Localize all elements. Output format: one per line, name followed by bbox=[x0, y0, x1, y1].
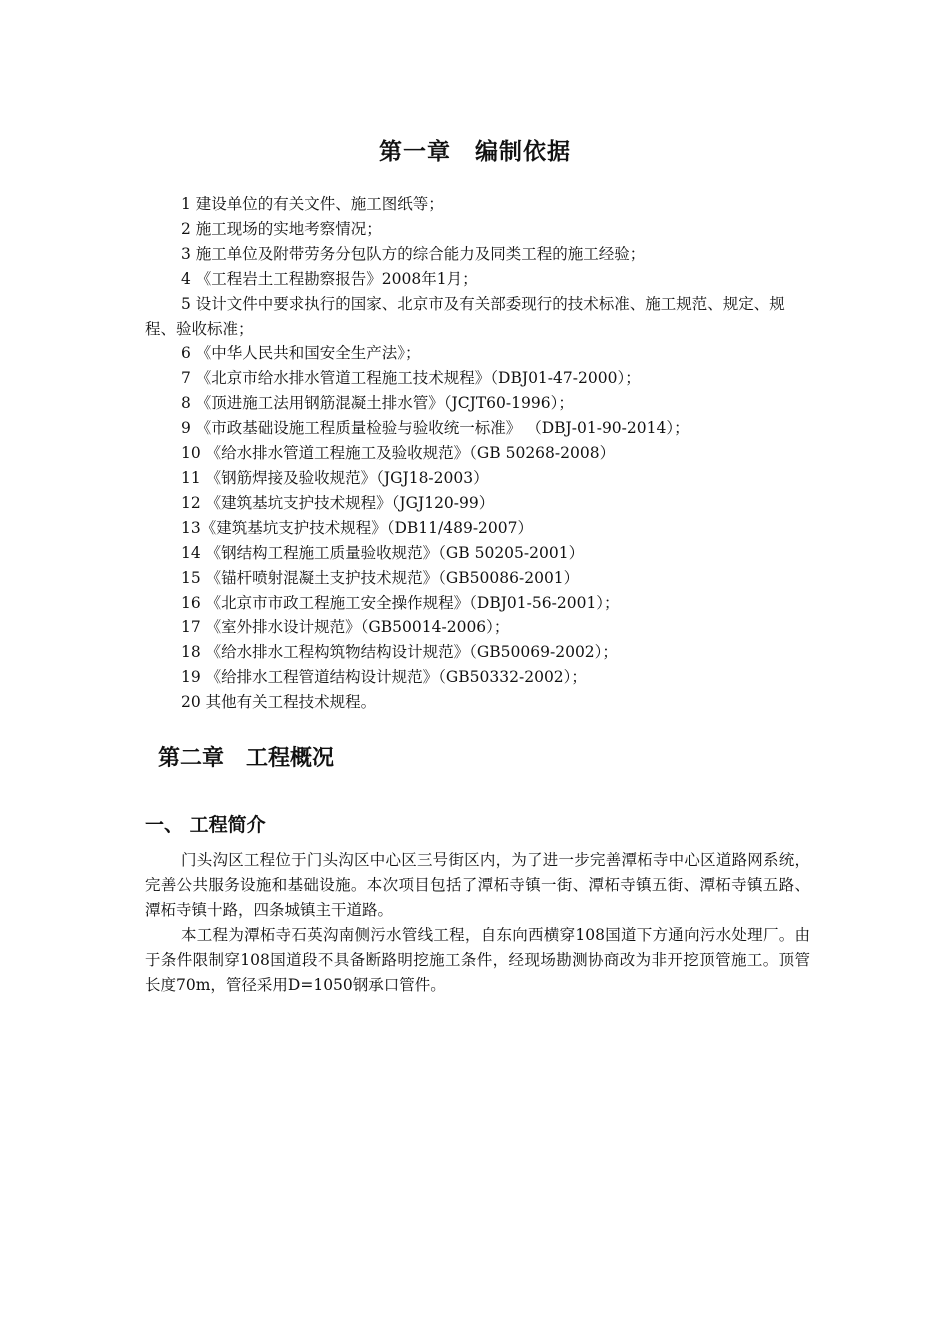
list-item: 13《建筑基坑支护技术规程》（DB11/489-2007） bbox=[181, 518, 534, 537]
overview-paragraph: 门头沟区工程位于门头沟区中心区三号街区内，为了进一步完善潭柘寺中心区道路网系统，完善公共服务设施和基础设施。本次项目包括了潭柘寺镇一街、潭柘寺镇五街、潭柘寺镇五路、潭柘寺镇十路，四条城镇主干道路。 bbox=[145, 851, 810, 919]
list-item: 18 《给水排水工程构筑物结构设计规范》（GB50069-2002）； bbox=[181, 643, 618, 662]
list-item: 5 设计文件中要求执行的国家、北京市及有关部委现行的技术标准、施工规范、规定、规程、验收标准； bbox=[145, 294, 785, 338]
list-item: 6 《中华人民共和国安全生产法》； bbox=[181, 344, 421, 363]
list-item: 2 施工现场的实地考察情况； bbox=[181, 219, 382, 238]
list-item: 9 《市政基础设施工程质量检验与验收统一标准》 （DBJ-01-90-2014）； bbox=[181, 419, 690, 438]
list-item: 4 《工程岩土工程勘察报告》2008年1月； bbox=[181, 269, 478, 288]
overview-paragraph: 本工程为潭柘寺石英沟南侧污水管线工程，自东向西横穿108国道下方通向污水处理厂。由于条件限制穿108国道段不具备断路明挖施工条件，经现场勘测协商改为非开挖顶管施工。顶管长度70m，管径采用D=1050钢承口管件。 bbox=[145, 925, 810, 994]
list-item: 17 《室外排水设计规范》（GB50014-2006）； bbox=[181, 618, 510, 637]
list-item: 8 《顶进施工法用钢筋混凝土排水管》（JCJT60-1996）； bbox=[181, 394, 574, 413]
list-item: 14 《钢结构工程施工质量验收规范》（GB 50205-2001） bbox=[181, 543, 585, 562]
list-item: 11 《钢筋焊接及验收规范》（JGJ18-2003） bbox=[181, 468, 489, 487]
list-item: 20 其他有关工程技术规程。 bbox=[181, 693, 377, 712]
list-item: 15 《锚杆喷射混凝土支护技术规范》（GB50086-2001） bbox=[181, 568, 580, 587]
list-item: 16 《北京市市政工程施工安全操作规程》（DBJ01-56-2001）； bbox=[181, 593, 620, 612]
list-item: 12 《建筑基坑支护技术规程》（JGJ120-99） bbox=[181, 493, 495, 512]
list-item: 3 施工单位及附带劳务分包队方的综合能力及同类工程的施工经验； bbox=[181, 244, 646, 263]
section1-title: 一、 工程简介 bbox=[145, 814, 266, 836]
list-item: 19 《给排水工程管道结构设计规范》（GB50332-2002）； bbox=[181, 668, 587, 687]
basis-list bbox=[145, 192, 810, 715]
project-overview bbox=[145, 848, 810, 997]
list-item: 10 《给水排水管道工程施工及验收规范》（GB 50268-2008） bbox=[181, 444, 616, 463]
chapter1-title: 第一章 编制依据 bbox=[379, 139, 571, 165]
list-item: 1 建设单位的有关文件、施工图纸等； bbox=[181, 195, 444, 213]
chapter2-title: 第二章 工程概况 bbox=[158, 746, 335, 771]
list-item: 7 《北京市给水排水管道工程施工技术规程》（DBJ01-47-2000）； bbox=[181, 369, 641, 388]
